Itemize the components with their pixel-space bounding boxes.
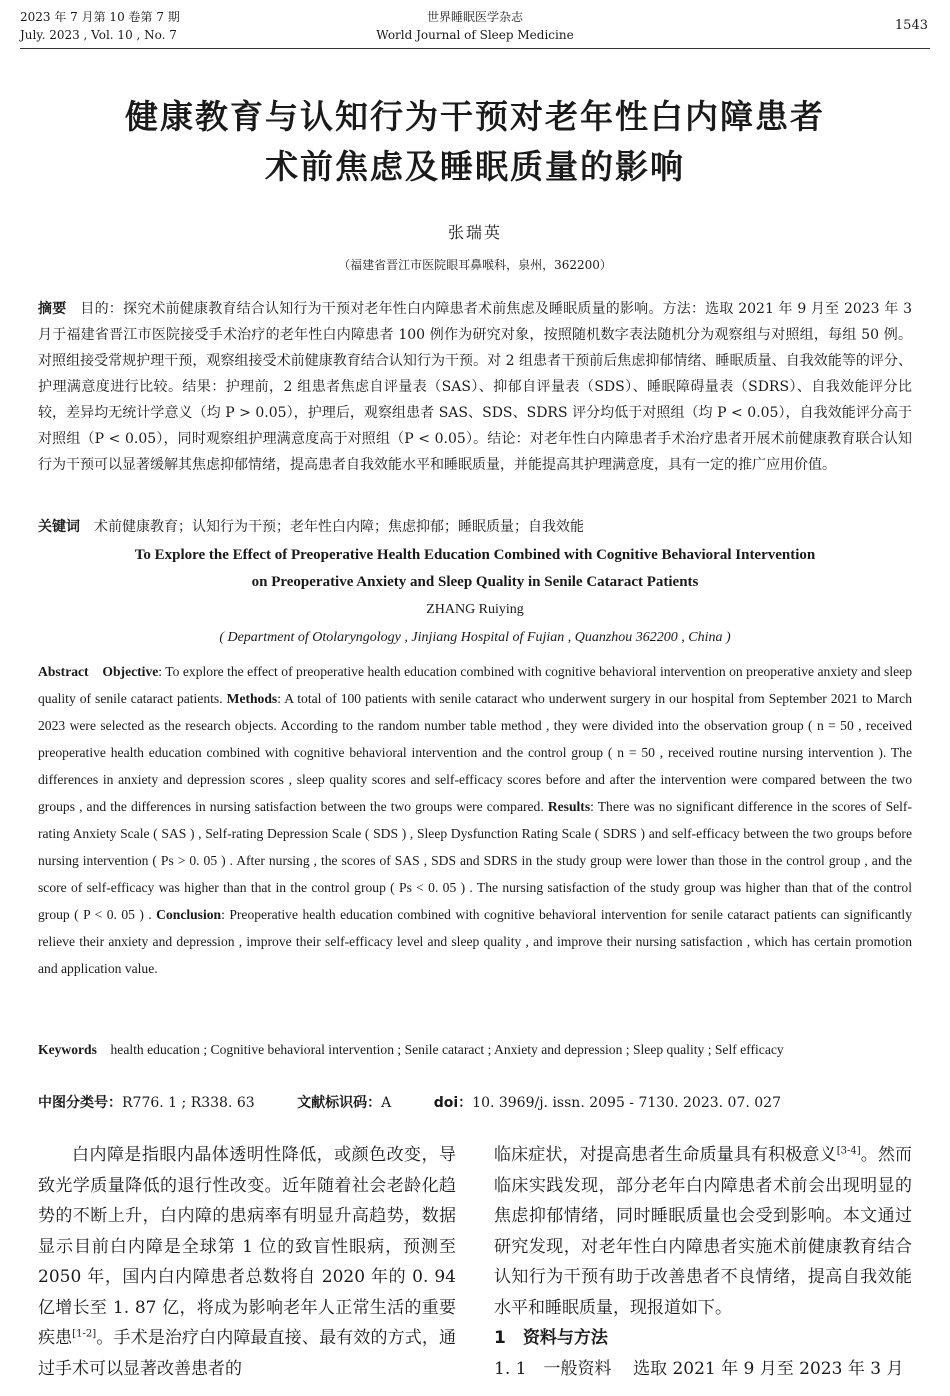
keywords-en-text: health education ; Cognitive behavioral intervention ; Senile cataract ; Anxiety and depression ; Sleep quality ; Self efficacy [110,1042,784,1057]
document-code: 文献标识码：A [297,1095,392,1111]
keywords-zh [38,514,912,540]
conclusion-label: Conclusion [156,907,222,922]
intro-paragraph: 白内障是指眼内晶体透明性降低，或颜色改变，导致光学质量降低的退行性改变。近年随着社会老龄化趋势的不断上升，白内障的患病率有明显升高趋势，数据显示目前白内障是全球第 1 位的致盲性眼病，预测至 2050 年，国内白内障患者总数将自 2020 年的 0. 94 亿增长至 1. 87 亿，将成为影响老年人正常生活的重要疾患[1-2]。手术是治疗白内障最直接、最有效的方式，通过手术可以显著改善患者的 [38,1145,457,1379]
section-heading: 1 资料与方法 [494,1328,608,1348]
conclusion-text: : Preoperative health education combined with cognitive behavioral intervention for senile cataract patients can significantly relieve their anxiety and depression , improve their self-efficacy level and sleep quality , and improve their nursing satisfaction , which has certain promotion and application value. [38,907,912,976]
abstract-zh-label: 摘要 [38,301,67,317]
journal-zh: 世界睡眠医学杂志 [426,10,523,24]
doi: doi：10. 3969/j. issn. 2095 - 7130. 2023. 07. 027 [433,1095,781,1111]
body-column-left [38,1140,456,1384]
en-title-line-2: on Preoperative Anxiety and Sleep Quality in Senile Cataract Patients [251,574,699,590]
keywords-en-label: Keywords [38,1042,97,1057]
affiliation-zh: （福建省晋江市医院眼耳鼻喉科，泉州，362200） [338,258,612,272]
author-en: ZHANG Ruiying [426,602,524,617]
results-text: : There was no significant difference in the scores of Self-rating Anxiety Scale ( SAS ) , Self-rating Depression Scale ( SDS ) , Sleep Dysfunction Rating Scale ( SDRS ) and self-efficacy between the two groups before nursing intervention ( Ps > 0. 05 ) . After nursing , the scores of SAS , SDS and SDRS in the study group were lower than those in the control group , and the score of self-efficacy was higher than that in the control group ( Ps < 0. 05 ) . The nursing satisfaction of the study group was higher than that of the control group ( P < 0. 05 ) . [38,799,912,922]
methods-text: : A total of 100 patients with senile cataract who underwent surgery in our hospital from September 2021 to March 2023 were selected as the research objects. According to the random number table method , they were divided into the observation group ( n = 50 , received preoperative health education combined with cognitive behavioral intervention and the control group ( n = 50 , received routine nursing intervention ). The differences in anxiety and depression scores , sleep quality scores and self-efficacy scores before and after the intervention were compared between the two groups , and the differences in nursing satisfaction between the two groups were compared. [38,691,912,814]
journal-name [0,8,950,44]
objective-text: : To explore the effect of preoperative health education combined with cognitive behavioral intervention on preoperative anxiety and sleep quality of senile cataract patients. [38,664,912,706]
subsection-paragraph: 1. 1 一般资料 选取 2021 年 9 月至 2023 年 3 月 [494,1358,904,1379]
issue-en: July. 2023 , Vol. 10 , No. 7 [20,28,177,42]
page-number: 1543 [894,18,928,33]
clc-number: 中图分类号：R776. 1 ; R338. 63 [38,1095,255,1111]
issue-zh: 2023 年 7 月第 10 卷第 7 期 [20,10,180,24]
en-title-line-1: To Explore the Effect of Preoperative Health Education Combined with Cognitive Behavioral Intervention [134,547,816,563]
affiliation-en: ( Department of Otolaryngology , Jinjiang Hospital of Fujian , Quanzhou 362200 , China ) [219,630,731,645]
citation-ref: [3-4] [836,1145,861,1157]
abstract-en [38,658,912,982]
keywords-zh-text: 术前健康教育；认知行为干预；老年性白内障；焦虑抑郁；睡眠质量；自我效能 [94,519,584,535]
author-zh: 张瑞英 [447,223,502,242]
objective-label: Objective [102,664,159,679]
journal-en: World Journal of Sleep Medicine [376,28,574,42]
results-label: Results [547,799,591,814]
subsection-heading: 1. 1 一般资料 [494,1358,612,1379]
title-line-1: 健康教育与认知行为干预对老年性白内障患者 [125,97,825,136]
article-title-zh [0,92,950,192]
title-line-2: 术前焦虑及睡眠质量的影响 [265,147,685,186]
methods-label: Methods [226,691,278,706]
citation-ref: [1-2] [72,1328,97,1340]
keywords-en [38,1036,912,1063]
abstract-en-label: Abstract [38,664,89,679]
classification-meta [38,1092,912,1114]
intro-paragraph-cont: 临床症状，对提高患者生命质量具有积极意义[3-4]。然而临床实践发现，部分老年白内障患者术前会出现明显的焦虑抑郁情绪，同时睡眠质量也会受到影响。本文通过研究发现，对老年性白内障患者实施术前健康教育结合认知行为干预有助于改善患者不良情绪，提高自我效能水平和睡眠质量，现报道如下。 [494,1145,913,1318]
body-column-right [494,1140,912,1384]
abstract-zh [38,296,912,478]
article-title-en [0,542,950,596]
header-rule [20,48,930,49]
keywords-zh-label: 关键词 [38,519,80,535]
abstract-zh-text: 目的：探究术前健康教育结合认知行为干预对老年性白内障患者术前焦虑及睡眠质量的影响。方法：选取 2021 年 9 月至 2023 年 3 月于福建省晋江市医院接受手术治疗的老年性白内障患者 100 例作为研究对象，按照随机数字表法随机分为观察组与对照组，每组 50 例。对照组接受常规护理干预，观察组接受术前健康教育结合认知行为干预。对 2 组患者干预前后焦虑抑郁情绪、睡眠质量、自我效能等的评分、护理满意度进行比较。结果：护理前，2 组患者焦虑自评量表（SAS）、抑郁自评量表（SDS）、睡眠障碍量表（SDRS）、自我效能评分比较，差异均无统计学意义（均 P > 0.05），护理后，观察组患者 SAS、SDS、SDRS 评分均低于对照组（均 P < 0.05），自我效能评分高于对照组（P < 0.05），同时观察组护理满意度高于对照组（P < 0.05）。结论：对老年性白内障患者手术治疗患者开展术前健康教育联合认知行为干预可以显著缓解其焦虑抑郁情绪，提高患者自我效能水平和睡眠质量，并能提高其护理满意度，具有一定的推广应用价值。 [38,301,912,473]
